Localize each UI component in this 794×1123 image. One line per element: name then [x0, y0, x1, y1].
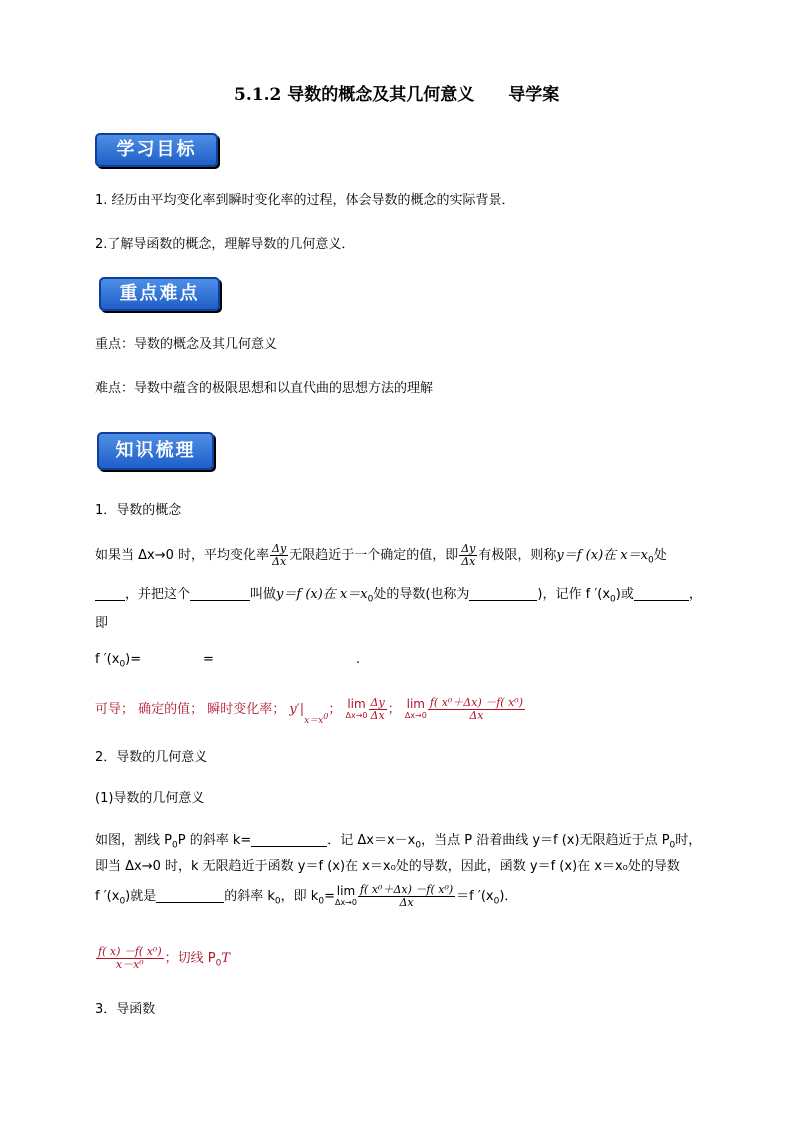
derivative-fraction: [358, 884, 455, 909]
text-segment: 处: [653, 548, 667, 563]
difficult-point: 难点：导数中蕴含的极限思想和以直代曲的思想方法的理解: [95, 381, 434, 396]
lim-text: lim: [406, 696, 425, 711]
subscript: 0: [119, 659, 126, 670]
answer-slope-fraction: [96, 946, 164, 971]
equals-sign: =: [203, 652, 214, 667]
subscript: 0: [610, 594, 616, 605]
text-segment: 叫做: [250, 587, 277, 602]
section3-heading: 3．导函数: [95, 1002, 156, 1017]
formula-segment: y＝f (x)在 x＝x: [556, 548, 648, 563]
answer-sub-text: x＝x: [304, 716, 324, 726]
text-segment: )或: [615, 587, 634, 602]
text-segment: ，即 k: [280, 889, 319, 904]
text-segment: P 的斜率 k=: [177, 833, 252, 848]
text-segment: ，并把这个: [125, 587, 191, 602]
formula-segment: f ′(x: [95, 652, 120, 667]
subscript: 0: [215, 958, 222, 969]
formula-segment: )=: [125, 652, 142, 667]
subscript: 0: [669, 840, 676, 851]
lim-sub: Δx→0: [404, 710, 427, 720]
text-segment: f ′(x: [95, 889, 120, 904]
limit-2: [404, 696, 427, 721]
text-segment: ＝f ′(x: [456, 889, 494, 904]
section2-para1: [95, 829, 701, 851]
fraction-denominator: x－x⁰: [115, 958, 144, 971]
section1-para1: [95, 542, 667, 575]
lim-sub: Δx→0: [345, 710, 368, 720]
text-segment: )．: [499, 889, 518, 904]
badge-key-points: 重点难点: [99, 277, 220, 311]
fraction-denominator: Δx: [469, 709, 484, 722]
blank-4[interactable]: [634, 586, 689, 601]
badge-learning-goals: 学习目标: [95, 133, 218, 167]
subscript: 0: [647, 555, 654, 566]
blank-3[interactable]: [469, 586, 537, 601]
fraction-dy-dx: [270, 543, 288, 568]
fraction-denominator: Δx: [461, 555, 476, 568]
section1-para3: 即: [95, 616, 109, 631]
badge-knowledge-review: 知识梳理: [97, 432, 214, 470]
section2-para2: 即当 Δx→0 时，k 无限趋近于函数 y＝f (x)在 x＝x₀处的导数，因此，函数 y＝f (x)在 x＝x₀处的导数: [95, 859, 680, 874]
lim-sub: Δx→0: [334, 897, 357, 907]
formula-segment: y＝f (x)在 x＝x: [276, 587, 368, 602]
limit-1: [345, 696, 368, 721]
section1-para2: [95, 583, 702, 605]
subscript: 0: [274, 896, 281, 907]
text-segment: ．记 Δx＝x－x: [327, 833, 416, 848]
text-segment: 时，: [675, 833, 702, 848]
section2-heading: 2．导数的几何意义: [95, 750, 208, 765]
text-segment: 无限趋近于一个确定的值，即: [289, 548, 459, 563]
fraction-numerator: f( x⁰＋Δx) －f( x⁰): [359, 883, 454, 896]
goal-item-1: 1. 经历由平均变化率到瞬时变化率的过程，体会导数的概念的实际背景．: [95, 193, 515, 208]
fraction-numerator: Δy: [370, 696, 385, 709]
blank-1[interactable]: [95, 586, 125, 601]
text-segment: 的斜率 k: [224, 889, 275, 904]
subscript: 0: [493, 896, 500, 907]
answer-yprime: y′|: [289, 702, 305, 717]
text-segment: =: [324, 889, 335, 904]
subscript: 0: [415, 840, 422, 851]
lim-text: lim: [336, 883, 356, 898]
section2-subheading: (1)导数的几何意义: [95, 791, 205, 806]
answer-fraction-1: [369, 697, 387, 722]
answer-text: 可导； 确定的值； 瞬时变化率；: [95, 702, 286, 717]
important-point: 重点：导数的概念及其几何意义: [95, 337, 278, 352]
subscript: 0: [171, 840, 178, 851]
page-title: 5.1.2 导数的概念及其几何意义 导学案: [234, 85, 560, 105]
fraction-numerator: f( x) －f( x⁰): [98, 945, 162, 958]
text-segment: 如图，割线 P: [95, 833, 172, 848]
fraction-numerator: Δy: [272, 542, 287, 555]
superscript: 0: [323, 712, 329, 721]
section2-para3: [95, 880, 517, 919]
subscript: 0: [367, 594, 374, 605]
goal-item-2: 2.了解导函数的概念，理解导数的几何意义．: [95, 237, 355, 252]
answer-text: T: [221, 951, 231, 966]
text-segment: 有极限，则称: [478, 548, 557, 563]
text-segment: ，: [688, 587, 702, 602]
fraction-denominator: Δx: [399, 896, 414, 909]
text-segment: ，当点 P 沿着曲线 y＝f (x)无限趋近于点 P: [421, 833, 670, 848]
blank-slope[interactable]: [251, 832, 327, 847]
answer-fraction-2: [428, 697, 525, 722]
section1-para4: [95, 652, 141, 670]
section2-answers: [95, 942, 230, 981]
fraction-denominator: Δx: [272, 555, 287, 568]
text-segment: )就是: [125, 889, 157, 904]
fraction-numerator: Δy: [461, 542, 476, 555]
blank-tangent[interactable]: [156, 888, 224, 903]
fraction-numerator: f( x⁰＋Δx) －f( x⁰): [429, 696, 524, 709]
subscript: 0: [318, 896, 325, 907]
text-segment: )，记作 f ′(x: [537, 587, 611, 602]
section1-heading: 1．导数的概念: [95, 503, 182, 518]
text-segment: 如果当 Δx→0 时，平均变化率: [95, 548, 270, 563]
section1-answers: 可导； 确定的值； 瞬时变化率； $y'|_{x=x^0}$； lim Δx→0 $\frac{\Delta y}{\Delta x}$ ； lim Δx→0 $\frac{\text{f( x⁰＋Δx) －f( x⁰)}}{\Delta x}$: [95, 696, 524, 726]
blank-2[interactable]: [190, 586, 250, 601]
fraction-dy-dx-2: [459, 543, 477, 568]
answer-yprime-sub: [304, 712, 329, 726]
limit-3: [334, 883, 357, 908]
lim-text: lim: [347, 696, 366, 711]
subscript: 0: [119, 896, 126, 907]
text-segment: 处的导数(也称为: [373, 587, 470, 602]
answer-text: ；切线 P: [164, 951, 216, 966]
period: .: [356, 652, 361, 667]
fraction-denominator: Δx: [370, 709, 385, 722]
